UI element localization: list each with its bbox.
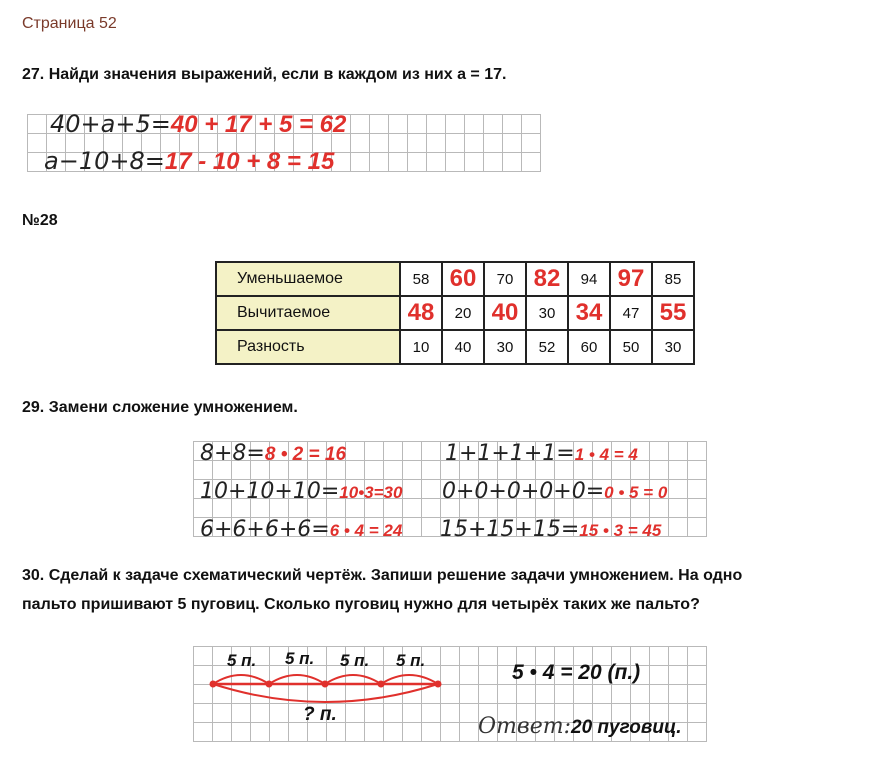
- scheme-point-1: [210, 681, 217, 688]
- table-cell: [400, 330, 442, 364]
- table-cell-value: 20: [454, 304, 472, 322]
- segment-label-4: 5 п.: [396, 651, 426, 670]
- table-cell: [568, 330, 610, 364]
- task29-right-answer-3: 15 • 3 = 45: [579, 521, 662, 540]
- task30-title-line-1: 30. Сделай к задаче схематический чертёж. Запиши решение задачи умножением. На одно: [22, 567, 743, 584]
- total-label: ? п.: [303, 704, 337, 725]
- task30-title-line-2: пальто пришивают 5 пуговиц. Сколько пуговиц нужно для четырёх таких же пальто?: [22, 596, 700, 613]
- table-row: [216, 330, 694, 364]
- task30-answer-row: [478, 714, 682, 739]
- table-cell-value: 50: [622, 338, 640, 356]
- table-cell-value: 40: [454, 338, 472, 356]
- scheme-arc-2: [269, 675, 325, 684]
- table-row-label: Уменьшаемое: [216, 262, 400, 296]
- scheme-arc-3: [325, 675, 381, 684]
- task27-answer-1: 40 + 17 + 5 = 62: [170, 111, 347, 138]
- task27-row-1: [50, 110, 346, 138]
- table-cell: [526, 262, 568, 296]
- task29-right-expr-2: 0+0+0+0+0=: [442, 479, 605, 504]
- segment-label-2: 5 п.: [285, 649, 315, 668]
- task29-right-expr-3: 15+15+15=: [440, 517, 580, 542]
- table-cell: [652, 262, 694, 296]
- table-cell-value: 60: [580, 338, 598, 356]
- scheme-point-3: [322, 681, 329, 688]
- task29-right-answer-1: 1 • 4 = 4: [574, 445, 638, 464]
- table-cell: [442, 262, 484, 296]
- task29-right-row-3: [440, 517, 661, 542]
- table-cell: [526, 330, 568, 364]
- table-cell: [568, 262, 610, 296]
- task29-right-expr-1: 1+1+1+1=: [445, 441, 575, 466]
- task28-table: [215, 261, 695, 365]
- table-cell: [610, 296, 652, 330]
- task27-title: 27. Найди значения выражений, если в каждом из них а = 17.: [22, 66, 507, 83]
- table-cell: [610, 262, 652, 296]
- table-cell-value: 58: [412, 270, 430, 288]
- table-cell-value: 94: [580, 270, 598, 288]
- table-row-label: Вычитаемое: [216, 296, 400, 330]
- scheme-point-5: [435, 681, 442, 688]
- table-cell-value: 30: [664, 338, 682, 356]
- table-cell-value: 85: [664, 270, 682, 288]
- task27-row-2: [44, 147, 334, 175]
- segment-label-1: 5 п.: [227, 651, 257, 670]
- task30-answer: 20 пуговиц.: [571, 717, 682, 738]
- table-cell-answer: 55: [659, 299, 687, 326]
- task29-left-row-2: [200, 479, 402, 504]
- table-cell: [484, 330, 526, 364]
- task29-right-row-2: [442, 479, 667, 504]
- task28-title: №28: [22, 212, 58, 229]
- task29-right-answer-2: 0 • 5 = 0: [604, 483, 668, 502]
- table-cell: [484, 262, 526, 296]
- table-cell-value: 10: [412, 338, 430, 356]
- table-cell: [610, 330, 652, 364]
- table-cell: [652, 330, 694, 364]
- task29-left-row-3: [200, 517, 402, 542]
- table-cell: [526, 296, 568, 330]
- table-cell: [568, 296, 610, 330]
- table-cell-answer: 60: [449, 265, 477, 292]
- scheme-point-4: [378, 681, 385, 688]
- segment-label-3: 5 п.: [340, 651, 370, 670]
- task27-expr-1: 40+a+5=: [50, 110, 171, 138]
- scheme-arc-4: [381, 675, 438, 684]
- task29-left-expr-1: 8+8=: [200, 441, 265, 466]
- task27-answer-2: 17 - 10 + 8 = 15: [164, 148, 335, 175]
- table-cell: [652, 296, 694, 330]
- table-row: [216, 262, 694, 296]
- table-cell-answer: 82: [533, 265, 561, 292]
- task30-solution: 5 • 4 = 20 (п.): [512, 661, 641, 684]
- table-cell-value: 30: [538, 304, 556, 322]
- table-cell-value: 47: [622, 304, 640, 322]
- table-cell: [442, 330, 484, 364]
- task29-left-answer-2: 10•3=30: [339, 483, 403, 502]
- page-title: Страница 52: [22, 15, 117, 32]
- answer-word: Ответ:: [478, 714, 571, 739]
- scheme-point-2: [266, 681, 273, 688]
- table-row-label: Разность: [216, 330, 400, 364]
- table-cell: [484, 296, 526, 330]
- table-cell: [400, 262, 442, 296]
- scheme-arc-1: [213, 675, 269, 684]
- task27-expr-2: a−10+8=: [44, 147, 165, 175]
- table-row: [216, 296, 694, 330]
- task29-right-row-1: [445, 441, 638, 466]
- task29-title: 29. Замени сложение умножением.: [22, 399, 298, 416]
- table-cell-value: 52: [538, 338, 556, 356]
- table-cell-value: 30: [496, 338, 514, 356]
- task29-left-expr-2: 10+10+10=: [200, 479, 340, 504]
- task29-left-answer-1: 8 • 2 = 16: [264, 444, 347, 465]
- table-cell-answer: 34: [575, 299, 603, 326]
- task29-left-expr-3: 6+6+6+6=: [200, 517, 330, 542]
- table-cell: [400, 296, 442, 330]
- table-cell-value: 70: [496, 270, 514, 288]
- task29-left-answer-3: 6 • 4 = 24: [329, 521, 403, 540]
- table-cell-answer: 48: [407, 299, 435, 326]
- task29-left-row-1: [200, 441, 346, 466]
- table-cell-answer: 40: [491, 299, 519, 326]
- table-cell: [442, 296, 484, 330]
- table-cell-answer: 97: [617, 265, 645, 292]
